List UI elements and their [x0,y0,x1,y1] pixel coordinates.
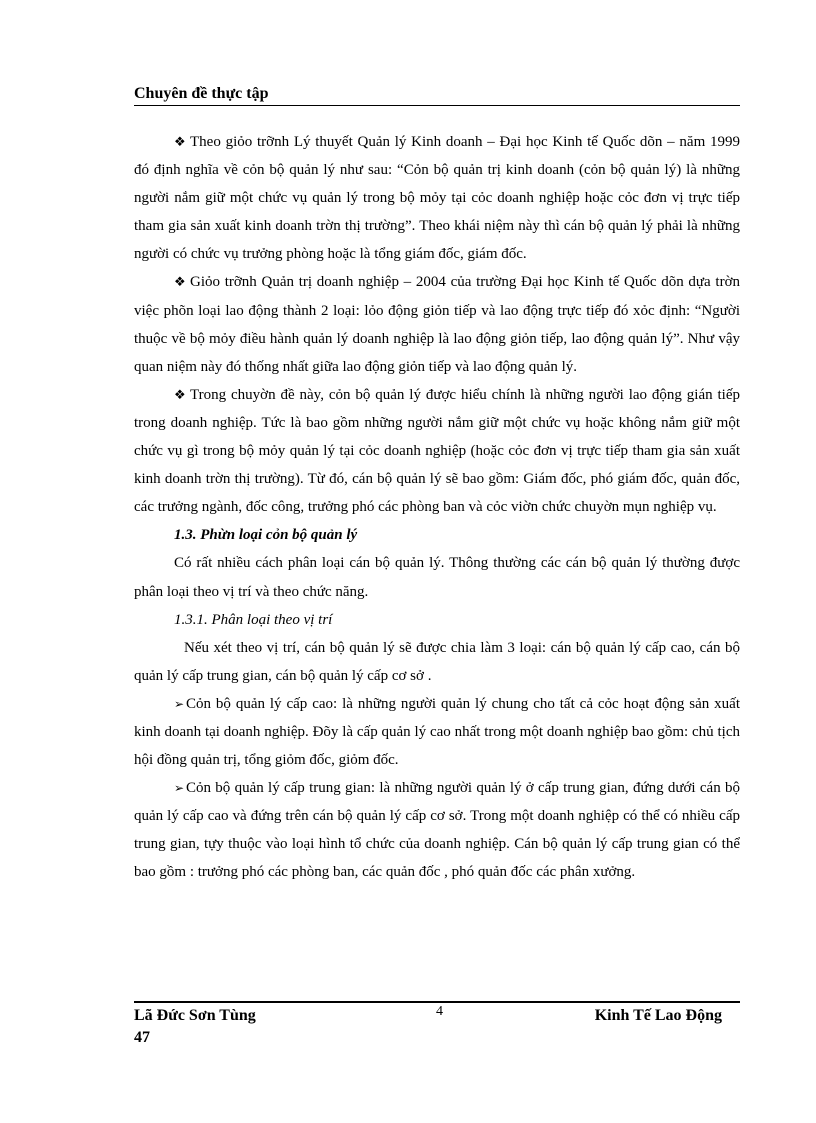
diamond-bullet-icon: ❖ [174,134,186,149]
diamond-bullet-icon: ❖ [174,274,186,290]
paragraph-middle-managers: ➢ Cỏn bộ quản lý cấp trung gian: là những người quản lý ở cấp trung gian, đứng dưới cán bộ quản lý cấp cao và đứng trên cán bộ quản lý cấp cơ sở. Trong một doanh nghiệp có thể có nhiều cấp trung gian, tựy thuộc vào loại hình tổ chức của doanh nghiệp. Cán bộ quản lý cấp trung gian có thể bao gồm : trưởng phó các phòng ban, các quản đốc , phó quản đốc các phân xưởng. [134,774,740,886]
header-divider [134,105,740,106]
footer-department: Kinh Tế Lao Động [594,1007,722,1024]
diamond-bullet-icon: ❖ [174,386,186,402]
paragraph-position-intro: Nếu xét theo vị trí, cán bộ quản lý sẽ được chia làm 3 loại: cán bộ quản lý cấp cao, cán bộ quản lý cấp trung gian, cán bộ quản lý cấp cơ sở . [134,639,740,684]
subsection-heading: 1.3.1. Phân loại theo vị trí [174,611,333,628]
paragraph-definition-2: ❖ Giỏo trỡnh Quản trị doanh nghiệp – 2004 của trường Đại học Kinh tế Quốc dõn dựa trờn việc phõn loại lao động thành 2 loại: lỏo động giỏn tiếp và lao động trực tiếp đó xỏc định: “Người thuộc về bộ mỏy điều hành quản lý doanh nghiệp là lao động giỏn tiếp, lao động quản lý”. Như vậy quan niệm này đó thống nhất giữa lao động giỏn tiếp và lao động quản lý. [134,268,740,380]
paragraph-definition-3: ❖ Trong chuyờn đề này, cỏn bộ quản lý được hiểu chính là những người lao động gián tiếp trong doanh nghiệp. Tức là bao gồm những người nắm giữ một chức vụ hoặc không nắm giữ một chức vụ gì trong bộ mỏy quản lý tại cỏc doanh nghiệp (hoặc cỏc đơn vị trực tiếp tham gia sản xuất kinh doanh trờn thị trường). Từ đó, cán bộ quản lý sẽ bao gồm: Giám đốc, phó giám đốc, quản đốc, các trưởng ngành, đốc công, trưởng phó các phòng ban và cỏc viờn chức chuyờn mụn nghiệp vụ. [134,381,740,521]
section-heading: 1.3. Phừn loại cỏn bộ quản lý [174,527,358,544]
arrow-bullet-icon: ➢ [174,781,185,796]
footer-class-number: 47 [134,1029,150,1046]
paragraph-definition-1: ❖ Theo giỏo trỡnh Lý thuyết Quản lý Kinh doanh – Đại học Kinh tế Quốc dõn – năm 1999 đó định nghĩa về cỏn bộ quản lý như sau: “Cỏn bộ quản trị kinh doanh (cỏn bộ quản lý) là những người nắm giữ một chức vụ quản lý trong bộ mỏy tại cỏc doanh nghiệp hoặc cỏc đơn vị trực tiếp tham gia sản xuất kinh doanh trờn thị trường”. Theo khái niệm này thì cán bộ quản lý phải là những người có chức vụ trưởng phòng hoặc là tổng giám đốc, giám đốc. [134,128,740,268]
paragraph-senior-managers: ➢ Cỏn bộ quản lý cấp cao: là những người quản lý chung cho tất cả cỏc hoạt động sản xuất kinh doanh tại doanh nghiệp. Đõy là cấp quản lý cao nhất trong một doanh nghiệp bao gồm: chủ tịch hội đồng quản trị, tổng giỏm đốc, giỏm đốc. [134,690,740,774]
footer-author: Lã Đức Sơn Tùng [134,1007,256,1024]
footer-author-block [134,1005,256,1049]
paragraph-classification-intro: Có rất nhiều cách phân loại cán bộ quản lý. Thông thường các cán bộ quản lý thường được phân loại theo vị trí và theo chức năng. [134,555,740,600]
document-body [134,128,740,887]
page-number: 4 [436,1004,443,1019]
page-header-title: Chuyên đề thực tập [134,85,269,102]
arrow-bullet-icon: ➢ [174,696,185,711]
